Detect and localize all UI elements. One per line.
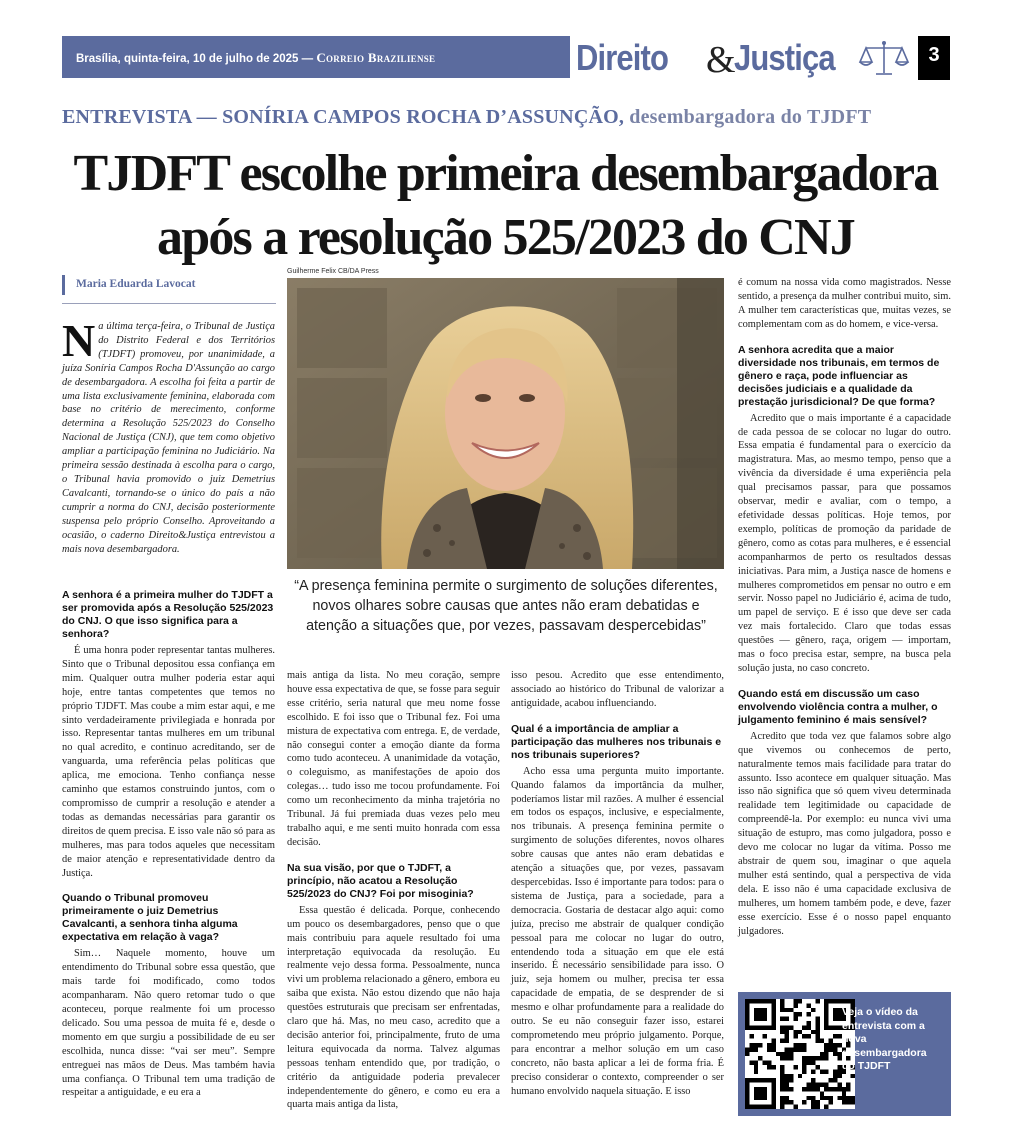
section-title-justica: Justiça — [734, 37, 835, 78]
column-4 — [738, 276, 951, 938]
answer-2: Sim… Naquele momento, houve um entendimento do Tribunal sobre essa questão, que mais tarde foi modificado, como todos acompanharam. Não quero retomar tudo o que aconteceu, porque realmente foi um processo delicado. Sou uma pessoa de muita fé e, desde o momento em que surgiu a possibilidade de eu ser escolhida, nunca disse: “vai ser meu”. Sempre entreguei nas mãos de Deus. Mas também havia uma confiança. O Tribunal tem uma tradição de respeitar a antiguidade, e eu era a — [62, 948, 275, 1099]
answer-6: Acredito que toda vez que falamos sobre algo que vivemos ou conhecemos de perto, naturalmente temos mais facilidade para tratar do assunto. Isso acontece em qualquer situação. Mas isso não significa que só quem viveu determinada realidade tem legitimidade ou capacidade de compreendê-la. Por exemplo: eu nunca vivi uma situação de estupro, mas como julgadora, posso e devo me colocar no lugar da vítima. Posso me abstrair de quem sou, imaginar o que aquela mulher está sentindo, qual a perspectiva de vida dela. E isso não é uma capacidade exclusiva de mulheres, um homem também pode, e deve, fazer esse exercício. Esse é o nosso papel enquanto julgadores. — [738, 730, 951, 937]
section-title-direito: Direito — [576, 37, 669, 78]
byline-accent-bar — [62, 275, 65, 295]
question-3: Na sua visão, por que o TJDFT, a princípio, não acatou a Resolução 525/2023 do CNJ? Foi por misoginia? — [287, 861, 474, 900]
headline-line-1: TJDFT escolhe primeira desembargadora — [73, 145, 938, 202]
kicker-role: desembargadora do TJDFT — [629, 106, 872, 128]
lead-text — [62, 315, 275, 556]
headline-line-2: após a resolução 525/2023 do CNJ — [157, 209, 854, 266]
column-3 — [511, 669, 724, 1098]
question-2: Quando o Tribunal promoveu primeiramente o juiz Demetrius Cavalcanti, a senhora tinha alguma expectativa em relação à vaga? — [62, 892, 238, 944]
byline: Maria Eduarda Lavocat — [76, 278, 196, 290]
byline-divider — [62, 303, 276, 304]
qr-code-icon[interactable] — [745, 999, 855, 1109]
page-number: 3 — [928, 44, 940, 66]
photo-credit: Guilherme Felix CB/DA Press — [287, 268, 379, 275]
question-6: Quando está em discussão um caso envolvendo violência contra a mulher, o julgamento feminino é mais sensível? — [738, 687, 938, 726]
question-1: A senhora é a primeira mulher do TJDFT a ser promovida após a Resolução 525/2023 do CNJ. O que isso significa para a senhora? — [62, 589, 274, 640]
scales-of-justice-icon — [858, 40, 910, 78]
answer-2-continued: mais antiga da lista. No meu coração, sempre houve essa expectativa de que, se fosse para seguir esse critério, seria natural que meu nome fosse escolhido. E foi isso que o Tribunal fez. Foi uma mistura de expectativa com entrega. E, de verdade, não consegui conter a emoção diante da forma como tudo aconteceu. A unanimidade da votação, o coleguismo, as manifestações de apoio dos colegas… tudo isso me tocou profundamente. Foi como um reconhecimento da minha trajetória no Tribunal. Já fui premiada duas vezes pelo meu trabalho aqui, e me senti muito honrada com essa decisão. — [287, 670, 500, 848]
question-5: A senhora acredita que a maior diversidade nos tribunais, em termos de gênero e raça, pode influenciar as decisões judiciais e a qualidade da prestação jurisdicional? De que forma? — [738, 343, 940, 408]
answer-3-continued: isso pesou. Acredito que esse entendimento, associado ao histórico do Tribunal de valorizar a antiguidade, acabou influenciando. — [511, 670, 724, 709]
answer-1: É uma honra poder representar tantas mulheres. Sinto que o Tribunal depositou essa confiança em mim. Qualquer outra mulher poderia estar aqui hoje, entre tantas competentes que temos no próprio TJDFT. Mas coube a mim estar aqui, e me sinto verdadeiramente privilegiada e honrada por isso. Representar tantas mulheres em um tribunal no qual acredito, e continuo acreditando, ser de vanguarda, uma referência pelas políticas que aplica, me emociona. Tenho confiança nesse caminho que estamos construindo juntos, com o compromisso de cumprir a resolução e atender a todas as demandas necessárias para garantir os direitos de quem precisa. E isso vale não só para as mulheres, mas para todos aqueles que necessitam de maior atenção e representatividade dentro da Justiça. — [62, 645, 275, 879]
drop-cap: N — [62, 315, 96, 366]
answer-4-continued: é comum na nossa vida como magistrados. Nesse sentido, a presença da mulher contribui muito, sim. A mulher tem características que, muitas vezes, se complementam com as do homem, e vice-versa. — [738, 277, 951, 330]
column-2 — [287, 669, 500, 1112]
question-4: Qual é a importância de ampliar a participação das mulheres nos tribunais e nos tribunais superiores? — [511, 722, 722, 761]
answer-4: Acho essa uma pergunta muito importante. Quando falamos da importância da mulher, poderíamos listar mil razões. A mulher é essencial em todos os espaços, inclusive, e especialmente, nos tribunais. A presença feminina permite o surgimento de soluções diferentes, novos olhares sobre causas que antes não eram debatidas e atenção a situações que, por vezes, passavam despercebidas. Isso é importante para todos: para o sistema de Justiça, para a sociedade, para a democracia. Gostaria de destacar algo aqui: como juíza, preciso me abstrair de qualquer condição pessoal para me colocar no lugar do outro, entendendo toda a situação em que ele está inserido. É necessário sensibilidade para isso. O juiz, seja homem ou mulher, precisa ter essa capacidade de empatia, de se desprender de si mesmo e olhar profundamente para a realidade do outro. Se eu não conseguir fazer isso, estarei comprometendo meu próprio julgamento. Porque, para encontrar a melhor solução em um caso concreto, não basta aplicar a lei de forma fria. É preciso considerar o contexto, compreender o ser humano envolvido naquela situação. E isso — [511, 765, 724, 1097]
answer-3: Essa questão é delicada. Porque, conhecendo um pouco os desembargadores, penso que o que mais contribuiu para aquele resultado foi uma interpretação equivocada da resolução. Eu realmente vejo dessa forma. Pessoalmente, nunca vivi um problema relacionado a gênero, embora eu saiba que exista. Não estou dizendo que não haja questões estruturais que precisam ser enfrentadas, claro que há. Mas, no meu caso, acredito que a decisão anterior foi, principalmente, fruto de uma leitura equivocada da norma. Talvez algumas pessoas tenham entendido que, por tradição, o critério da antiguidade poderia prevalecer independentemente do gênero, e como eu era a quarta mais antiga da lista, — [287, 904, 500, 1111]
lead-body: a última terça-feira, o Tribunal de Justiça do Distrito Federal e dos Territórios (TJDFT) promoveu, por unanimidade, a juíza Soníria Campos Rocha D'Assunção ao cargo de desembargadora. A escolha foi feita a partir de uma lista exclusivamente feminina, elaborada com base no critério de merecimento, conforme determina a Resolução 525/2023 do Conselho Nacional de Justiça (CNJ), que tem como objetivo ampliar a participação feminina no Judiciário. Na primeira sessão destinada à escolha para o cargo, o Tribunal havia promovido o juiz Demetrius Cavalcanti, tornando-se o único do país a não cumprir a norma do CNJ, decisão posteriormente suspensa pelo próprio Conselho. Aproveitando a ocasião, o caderno Direito&Justiça entrevistou a mais nova desembargadora. — [62, 321, 275, 555]
answer-5: Acredito que o mais importante é a capacidade de cada pessoa de se colocar no lugar do outro. Essa empatia é fundamental para o exercício da magistratura. Mas, ao mesmo tempo, penso que a vivência da diversidade é uma experiência pela qual precisamos passar, para que possamos observar, medir e avaliar, com o tempo, a efetividade dessas políticas. Hoje temos, por exemplo, políticas de promoção da paridade de gênero, como as cotas para mulheres, e é essencial acompanharmos de perto os resultados dessas iniciativas. Para mim, a Justiça nasce de homens e mulheres comprometidos em pensar no outro e em servir. Nosso papel no Judiciário é, acima de tudo, um papel de serviço. E é isso que deve ser cada vez mais fortalecido. Claro que todas essas questões — gênero, raça, origem — importam, mas o foco precisa estar, sempre, na busca pela solução justa, no caso concreto. — [738, 412, 951, 674]
pull-quote: “A presença feminina permite o surgimento de soluções diferentes, novos olhares sobre causas que antes não eram debatidas e atenção a situações que, por vezes, passavam despercebidas” — [294, 578, 718, 634]
lead-paragraph — [62, 315, 275, 556]
newspaper-name: Correio Braziliense — [316, 50, 436, 65]
qr-caption: Veja o vídeo da entrevista com a nova desembargadora do TJDFT — [842, 1006, 927, 1073]
kicker-label: ENTREVISTA — — [62, 106, 217, 128]
dateline — [76, 50, 435, 66]
dateline-text: Brasília, quinta-feira, 10 de julho de 2025 — — [76, 53, 314, 65]
kicker-interviewee: SONÍRIA CAMPOS ROCHA D’ASSUNÇÃO, — [222, 106, 625, 128]
interviewee-photo — [287, 278, 724, 569]
interview-kicker — [62, 106, 871, 129]
column-1 — [62, 589, 275, 1100]
section-title-ampersand: & — [706, 39, 736, 81]
